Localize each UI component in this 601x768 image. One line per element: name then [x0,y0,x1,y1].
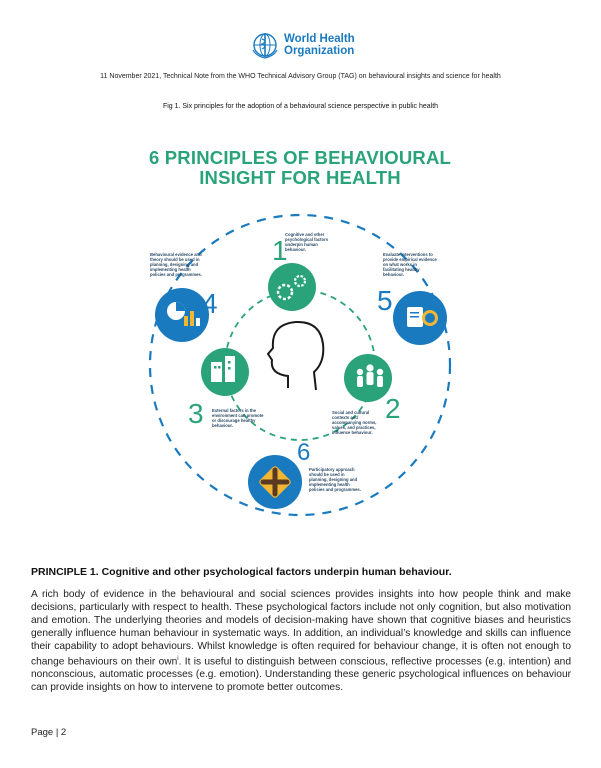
principle-5-icon-evaluation-icon [393,291,447,345]
principle-2-number: 2 [385,393,401,424]
principle-5-number: 5 [377,285,393,316]
figure-caption: Fig 1. Six principles for the adoption of a behavioural science perspective in public health [162,103,439,110]
principle-6-icon-joined-hands-icon [248,455,302,509]
principle-1-number: 1 [272,235,288,266]
principle-1-label: Cognitive and other psychological factors underpin human behaviour. [285,232,329,252]
body-text-part2: . It is useful to distinguish between conscious, reflective processes (e.g. intention) and nonconscious, automatic processes (e.g. emotion). Understanding these generic psychological influences on behaviour can provide insights on how to intervene to promote better outcomes. [31,656,571,694]
infographic-title-line2: INSIGHT FOR HEALTH [199,167,401,188]
who-emblem-icon [250,30,280,60]
principle-6-label: Participatory approach should be used in planning, designing and implementing health policies and programmes. [309,467,361,492]
principle-6-number: 6 [297,439,311,466]
principle-4-icon-charts-report-icon [155,288,209,342]
principles-infographic [120,140,480,530]
who-logo [250,28,355,62]
logo-line1: World Health [284,33,355,45]
who-wordmark [284,33,355,57]
principle-3-icon-environment-buildings-icon [201,348,249,396]
principle-3-label: External factors in the environment can promote or discourage healthy behaviour. [212,408,264,428]
logo-line2: Organization [284,45,355,57]
principles-diagram [120,140,480,530]
principle-heading: PRINCIPLE 1. Cognitive and other psychological factors underpin human behaviour. [31,566,452,578]
footnote-marker: i [177,656,179,662]
header-note: 11 November 2021, Technical Note from the WHO Technical Advisory Group (TAG) on behavioural insights and science for health [100,73,501,80]
principle-4-number: 4 [202,288,218,319]
body-paragraph [31,588,571,694]
principle-1-icon-gears-icon [268,263,316,311]
principle-4-label: Behavioural evidence and theory should be used in planning, designing and implementing health policies and programmes. [150,252,202,277]
infographic-title-line1: 6 PRINCIPLES OF BEHAVIOURAL [148,147,452,168]
page-footer: Page | 2 [31,727,67,738]
principle-2-label: Social and cultural contexts and accompanying norms, values, and practices, influence behaviour. [332,410,377,435]
head-silhouette-icon [268,322,323,390]
principle-5-label: Evaluate interventions to provide empirical evidence on what works in facilitating healthy behaviour. [383,252,437,277]
principle-3-number: 3 [188,398,204,429]
body-text-part1: A rich body of evidence in the behavioural and social sciences provides insights into how people think and make decisions, particularly with respect to health. These psychological factors include not only cognition, but also motivation and emotion. The underlying theories and models of decision-making have shown that cognitive biases and heuristics generally influence human behaviour in systematic ways. In addition, an individual’s knowledge and skills can influence their capability to adopt behaviours. Whilst knowledge is often required for behaviour change, it is often not enough to change behaviours on their own [31,589,571,668]
